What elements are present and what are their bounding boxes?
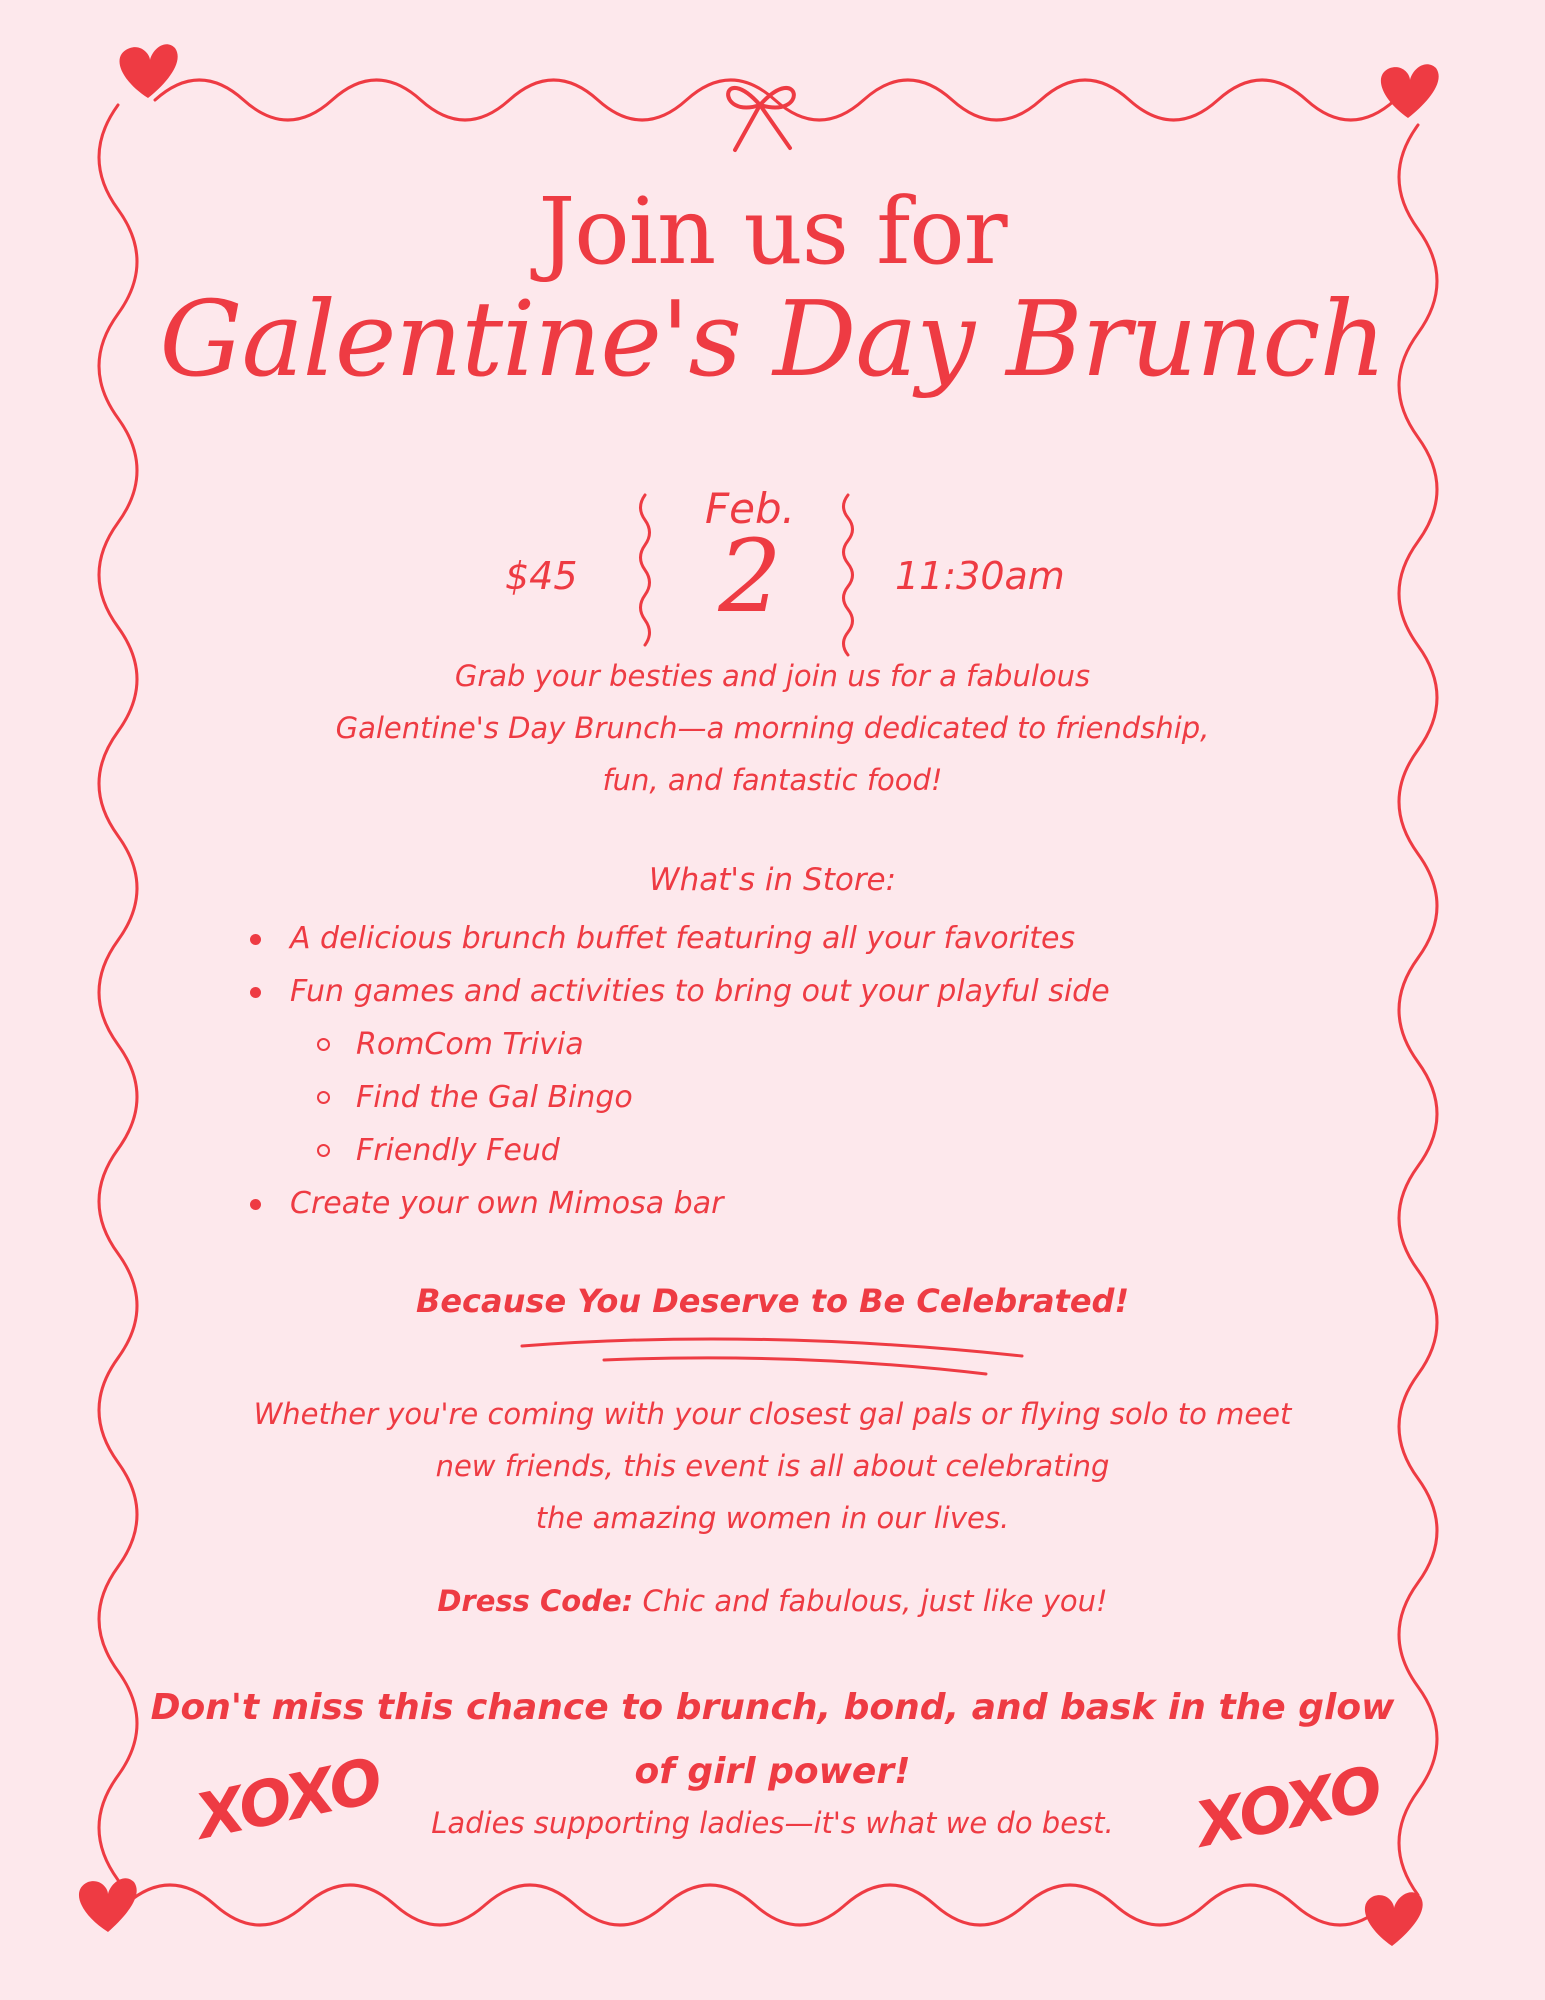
store-heading: What's in Store: — [648, 862, 897, 898]
celebrate-line: the amazing women in our lives. — [535, 1501, 1010, 1535]
list-subitem: Find the Gal Bingo — [250, 1071, 1350, 1124]
underline-swoosh-2 — [604, 1358, 986, 1374]
date-month: Feb. — [704, 484, 795, 533]
title-line-2: Galentine's Day Brunch — [159, 278, 1386, 400]
intro-line: fun, and fantastic food! — [602, 763, 943, 797]
celebrate-line: Whether you're coming with your closest gal pals or flying solo to meet — [253, 1397, 1292, 1431]
intro-line: Grab your besties and join us for a fabulous — [454, 659, 1091, 693]
heart-icon-top-right — [1381, 64, 1439, 118]
list-item: A delicious brunch buffet featuring all your favorites — [250, 912, 1350, 965]
heart-icon-bottom-left — [79, 1878, 137, 1932]
closing-line: Don't miss this chance to brunch, bond, and bask in the glow — [150, 1687, 1395, 1728]
dress-code-label: Dress Code: — [437, 1584, 634, 1618]
date-day: 2 — [718, 518, 782, 635]
celebrate-heading: Because You Deserve to Be Celebrated! — [415, 1282, 1130, 1320]
title-line-1: Join us for — [538, 178, 1007, 285]
date-divider-right — [844, 495, 853, 655]
intro-line: Galentine's Day Brunch—a morning dedicated to friendship, — [335, 711, 1210, 745]
signoff-left: XOXO — [189, 1743, 387, 1854]
time-label: 11:30am — [895, 554, 1065, 598]
bow-icon — [728, 88, 794, 150]
list-subitem: RomCom Trivia — [250, 1018, 1350, 1071]
list-subitem: Friendly Feud — [250, 1124, 1350, 1177]
list-item: Fun games and activities to bring out your playful side — [250, 965, 1350, 1018]
heart-icon-bottom-right — [1365, 1892, 1423, 1946]
dress-code-text: Chic and fabulous, just like you! — [633, 1584, 1108, 1618]
celebrate-paragraph — [0, 1388, 1545, 1544]
price-label: $45 — [505, 554, 578, 598]
closing-line: of girl power! — [634, 1751, 911, 1792]
date-divider-left — [641, 495, 650, 645]
tagline: Ladies supporting ladies—it's what we do best. — [431, 1806, 1114, 1840]
underline-swoosh-1 — [522, 1339, 1022, 1356]
store-list — [250, 912, 1350, 1230]
top-wave-line — [155, 80, 1395, 120]
signoff-right: XOXO — [1189, 1751, 1387, 1862]
bottom-wave-line — [125, 1885, 1385, 1925]
celebrate-line: new friends, this event is all about celebrating — [435, 1449, 1110, 1483]
dress-code — [0, 1584, 1545, 1618]
intro-paragraph — [0, 650, 1545, 806]
list-item: Create your own Mimosa bar — [250, 1177, 1350, 1230]
